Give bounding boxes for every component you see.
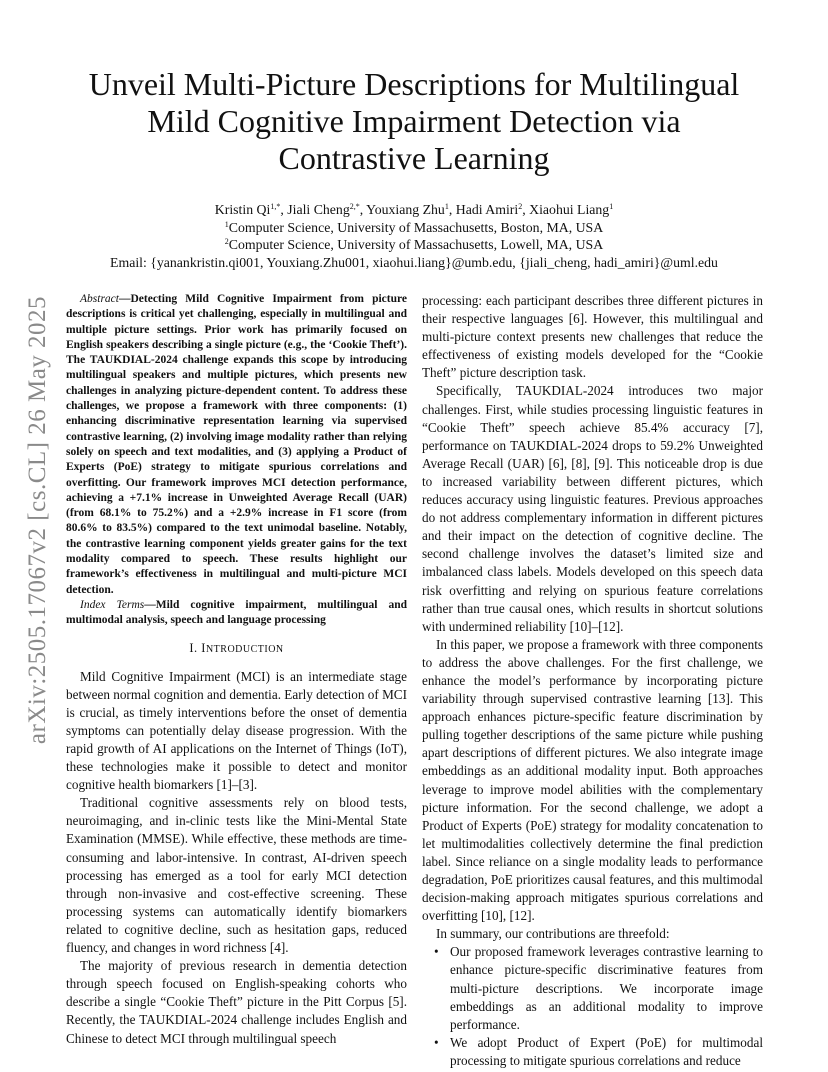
section-heading-initial: I (201, 640, 206, 655)
index-terms-dash: — (144, 598, 156, 611)
list-item-text: Our proposed framework leverages contrastive learning to enhance picture-specific discriminative features from multi-picture descriptions. We incorporate image embeddings as an additional modality to improve performance. (450, 944, 763, 1032)
author-name: Xiaohui Liang (529, 202, 610, 217)
author-name: Jiali Cheng (287, 202, 350, 217)
contribution-list (422, 943, 763, 1070)
body-paragraph: Specifically, TAUKDIAL-2024 introduces two major challenges. First, while studies processing linguistic features in “Cookie Theft” speech achieve 85.4% accuracy [7], performance on TAUKDIAL-2024 drops to 59.2% Unweighted Average Recall (UAR) [6], [8], [9]. This noticeable drop is due to increased variability between different pictures, which reduces accuracy using linguistic features. Previous approaches do not address complementary information in different pictures and their impact on the detection of cognitive decline. The second challenge involves the dataset’s limited size and imbalanced class labels. Models developed on this speech data risk overfitting and relying on spurious feature correlations rather than true causal ones, which results in shortcut solutions with undermined reliability [10]–[12]. (422, 383, 763, 634)
paper-title (60, 66, 768, 177)
title-line-3: Contrastive Learning (278, 140, 550, 176)
abstract-dash: — (118, 293, 131, 305)
author-affiliation-mark: 2,* (349, 202, 360, 211)
body-paragraph: Traditional cognitive assessments rely on blood tests, neuroimaging, and in-clinic tests like the Mini-Mental State Examination (MMSE). While effective, these methods are time-consuming and labor-intensive. In contrast, AI-driven speech processing has emerged as a tool for early MCI detection through non-invasive and cost-effective screening. These processing systems can automatically identify biomarkers related to cognitive decline, such as hesitation gaps, reduced fluency, and changes in word richness [4]. (66, 795, 407, 956)
bullet-icon: • (434, 1034, 439, 1050)
affiliation-text: Computer Science, University of Massachusetts, Boston, MA, USA (228, 219, 604, 235)
author-emails: Email: {yanankristin.qi001, Youxiang.Zhu001, xiaohui.liang}@umb.edu, {jiali_cheng, hadi_amiri}@uml.edu (110, 254, 718, 270)
author-affiliation-mark: 1,* (270, 202, 281, 211)
section-numeral: I. (189, 640, 198, 655)
left-column (66, 292, 407, 1048)
body-paragraph: processing: each participant describes three different pictures in their respective languages [6]. However, this multilingual and multi-picture context presents new challenges that reduce the effectiveness of existing models developed for the “Cookie Theft” picture description task. (422, 293, 763, 381)
index-terms-text: Mild cognitive impairment, multilingual and multimodal analysis, speech and language processing (66, 598, 407, 627)
abstract (66, 292, 407, 598)
body-paragraph: In this paper, we propose a framework with three components to address the above challenges. For the first challenge, we enhance the model’s performance by incorporating picture variability through supervised contrastive learning [13]. This approach enhances picture-specific feature discrimination by pulling together descriptions of the same picture while pushing apart descriptions of different pictures. We also integrate image embeddings as an additional modality input. Both approaches leverage to improve model abilities with the complementary picture information. For the second challenge, we adopt a Product of Experts (PoE) strategy for modality concatenation to let multimodalities collectively determine the final prediction label. Since reliance on a single modality leads to performance degradation, PoE prioritizes causal features, and this multimodal decision-making approach mitigates spurious correlations and overfitting [10], [12]. (422, 636, 763, 924)
list-item (422, 1034, 763, 1070)
author-name: Youxiang Zhu (366, 202, 445, 217)
author-list: Kristin $Qi^{1,*}$, Jiali Cheng$^{2,*}$, Youxiang Zhu$^1$, Hadi Amiri$^2$, Xiaohui Liang$^1$ (214, 202, 614, 217)
author-name: Kristin Qi (214, 202, 271, 217)
arxiv-sidebar (25, 275, 51, 765)
title-line-2: Mild Cognitive Impairment Detection via (147, 103, 681, 139)
author-name: Hadi Amiri (455, 202, 519, 217)
affiliation-mark: 2 (224, 237, 229, 246)
abstract-label: Abstract (80, 293, 119, 305)
arxiv-identifier: arXiv:2505.17067v2 [cs.CL] 26 May 2025 (24, 295, 51, 745)
index-terms (66, 598, 407, 629)
author-affiliation-mark: 2 (518, 202, 523, 211)
list-item (422, 943, 763, 1033)
affiliation-mark: 1 (224, 219, 229, 229)
affiliation-1 (60, 219, 768, 237)
author-block (60, 201, 768, 271)
affiliation-text: Computer Science, University of Massachusetts, Lowell, MA, USA (228, 237, 604, 252)
section-heading-rest: NTRODUCTION (205, 643, 284, 655)
title-line-1: Unveil Multi-Picture Descriptions for Multilingual (88, 66, 740, 102)
body-paragraph: Mild Cognitive Impairment (MCI) is an intermediate stage between normal cognition and dementia. Early detection of MCI is crucial, as timely interventions before the onset of dementia symptoms can potentially delay disease progression. With the rapid growth of AI applications on the Internet of Things (IoT), these technologies make it possible to detect and monitor cognitive health biomarkers [1]–[3]. (66, 668, 407, 793)
abstract-text: Detecting Mild Cognitive Impairment from picture descriptions is critical yet challenging, especially in multilingual and multiple picture settings. Prior work has primarily focused on English speakers describing a single picture (e.g., the ‘Cookie Theft’). The TAUKDIAL-2024 challenge expands this scope by introducing multilingual speakers and multiple pictures, which presents new challenges in analyzing picture-dependent content. To address these challenges, we propose a framework with three components: (1) enhancing discriminative representation learning via supervised contrastive learning, (2) involving image modality rather than relying solely on speech and text modalities, and (3) applying a Product of Experts (PoE) strategy to mitigate spurious correlations and overfitting. Our framework improves MCI detection performance, achieving a +7.1% increase in Unweighted Average Recall (UAR) (from 68.1% to 75.2%) and a +2.9% increase in F1 score (from 80.6% to 83.5%) compared to the text unimodal baseline. Notably, the contrastive learning component yields greater gains for the text modality compared to speech. These results highlight our framework’s effectiveness in multilingual and multi-picture MCI detection. (66, 293, 407, 596)
author-affiliation-mark: 1 (444, 202, 449, 211)
bullet-icon: • (434, 944, 439, 960)
body-paragraph: The majority of previous research in dementia detection through speech focused on English-speaking cohorts who describe a single “Cookie Theft” picture in the Pitt Corpus [5]. Recently, the TAUKDIAL-2024 challenge includes English and Chinese to detect MCI through multilingual speech (66, 958, 407, 1046)
list-item-text: We adopt Product of Expert (PoE) for multimodal processing to mitigate spurious correlations and reduce (450, 1034, 763, 1068)
right-column (422, 292, 763, 1070)
body-paragraph: In summary, our contributions are threefold: (436, 926, 670, 942)
section-heading-introduction (66, 639, 407, 659)
affiliation-2 (60, 236, 768, 254)
author-affiliation-mark: 1 (609, 202, 614, 211)
index-terms-label: Index Terms (80, 598, 145, 611)
